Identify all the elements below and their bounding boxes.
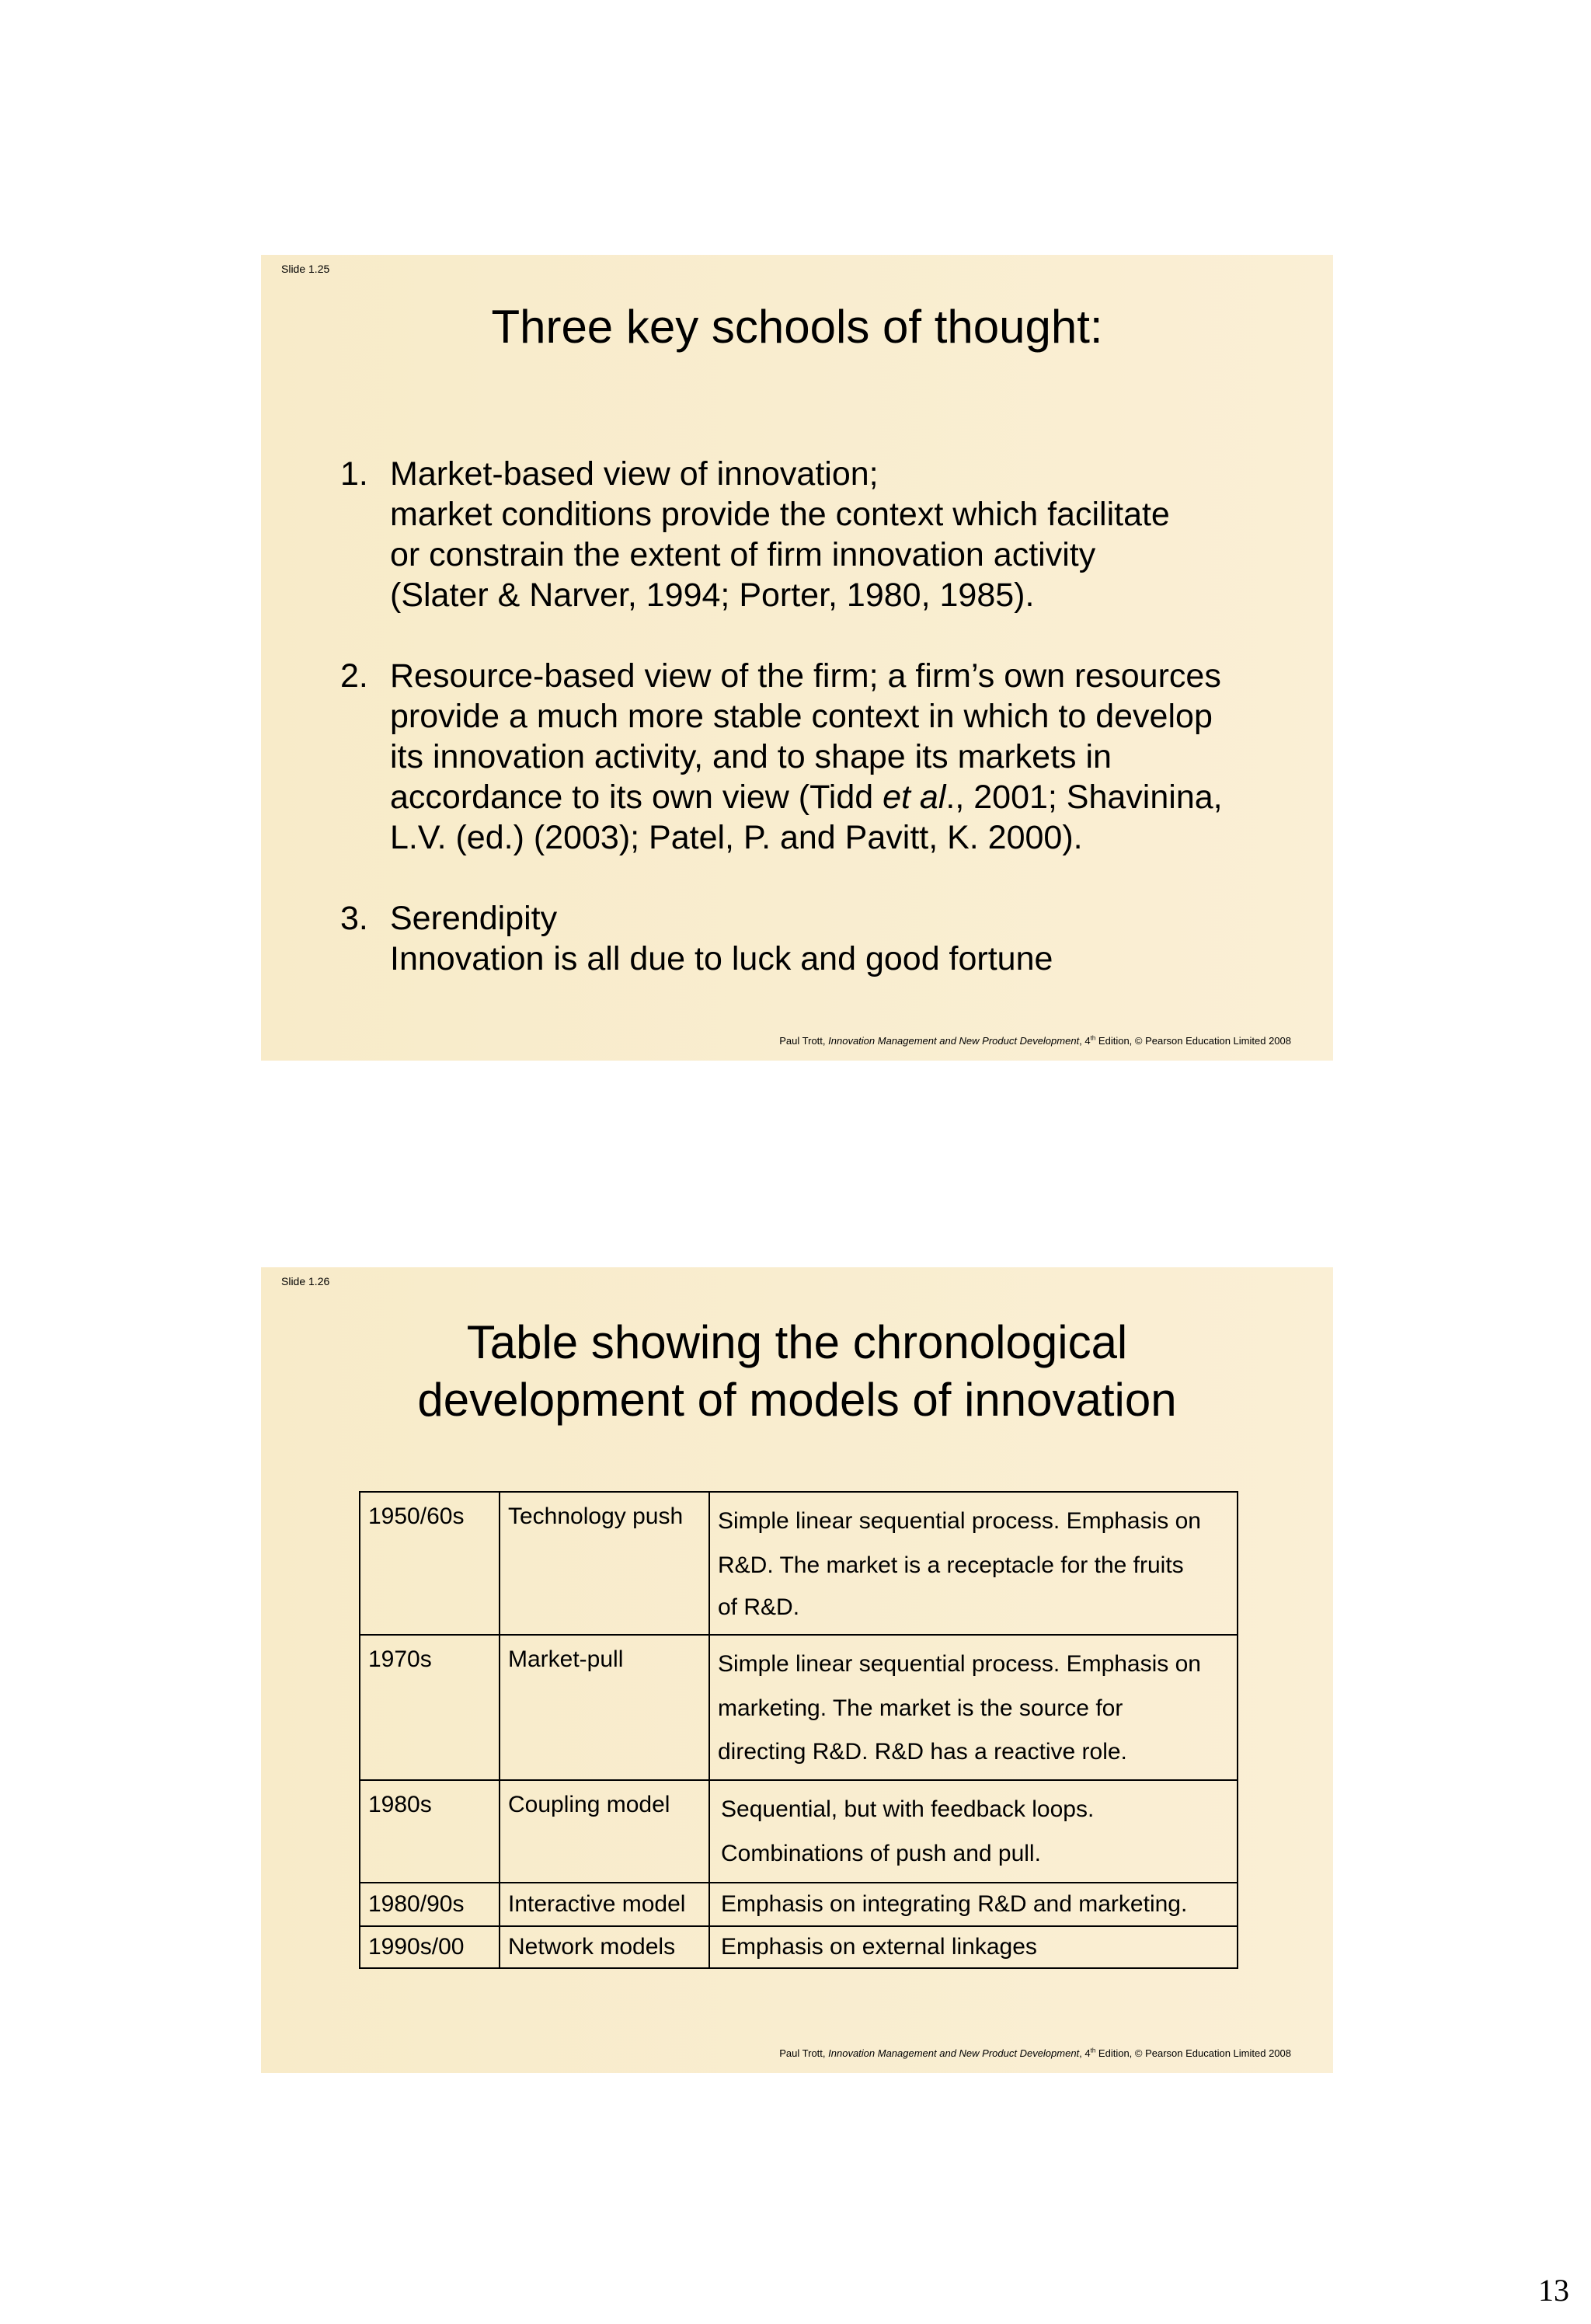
footer-edition-suffix: th: [1090, 2047, 1096, 2054]
footer-copyright: Edition, © Pearson Education Limited 2008: [1095, 1035, 1291, 1047]
description-line: R&D. The market is a receptacle for the fruits: [718, 1552, 1184, 1578]
description-line: Emphasis on external linkages: [721, 1934, 1037, 1960]
description-line: Emphasis on integrating R&D and marketing.: [721, 1891, 1188, 1917]
description-line: Simple linear sequential process. Emphasis on: [718, 1508, 1201, 1534]
list-item-line: Serendipity: [390, 900, 558, 937]
list-item-line: (Slater & Narver, 1994; Porter, 1980, 1985).: [390, 577, 1035, 614]
slide-number: Slide 1.25: [281, 263, 330, 275]
slide-footer: [779, 2047, 1291, 2059]
period-cell: 1990s/00: [360, 1926, 500, 1968]
model-cell: Coupling model: [500, 1780, 709, 1883]
table-row: [360, 1492, 1238, 1635]
list-item-line: market conditions provide the context which facilitate: [390, 496, 1170, 533]
description-line: of R&D.: [718, 1594, 800, 1620]
model-cell: Network models: [500, 1926, 709, 1968]
period-cell: 1950/60s: [360, 1492, 500, 1635]
description-cell: [709, 1635, 1238, 1780]
list-item-line: its innovation activity, and to shape its markets in: [390, 738, 1112, 775]
description-line: directing R&D. R&D has a reactive role.: [718, 1739, 1127, 1765]
list-item-number: 3.: [340, 900, 368, 937]
model-cell: Interactive model: [500, 1883, 709, 1926]
footer-book-title: Innovation Management and New Product Development: [828, 2047, 1080, 2059]
description-cell: [709, 1883, 1238, 1926]
table-row: [360, 1883, 1238, 1926]
innovation-models-table: [359, 1491, 1238, 1969]
text-run: accordance to its own view (Tidd: [390, 779, 883, 816]
footer-edition: , 4: [1079, 2047, 1091, 2059]
model-cell: Market-pull: [500, 1635, 709, 1780]
list-item-line: provide a much more stable context in which to develop: [390, 698, 1213, 735]
schools-list: [340, 454, 1319, 979]
list-item: [340, 898, 1319, 979]
list-item: [340, 656, 1319, 858]
description-line: Combinations of push and pull.: [721, 1841, 1041, 1866]
list-item-number: 1.: [340, 455, 368, 493]
footer-copyright: Edition, © Pearson Education Limited 2008: [1095, 2047, 1291, 2059]
description-cell: [709, 1492, 1238, 1635]
slide-1-25: [261, 255, 1333, 1061]
title-line: development of models of innovation: [417, 1374, 1177, 1426]
period-cell: 1980/90s: [360, 1883, 500, 1926]
slide-title: [261, 1314, 1333, 1429]
list-item-line: Resource-based view of the firm; a firm’s own resources: [390, 657, 1221, 695]
list-item-line: Market-based view of innovation;: [390, 455, 879, 493]
list-item-line: Innovation is all due to luck and good fortune: [390, 940, 1053, 977]
footer-author: Paul Trott,: [779, 2047, 826, 2059]
period-cell: 1970s: [360, 1635, 500, 1780]
model-cell: Technology push: [500, 1492, 709, 1635]
page-number: 13: [1538, 2273, 1569, 2308]
list-item: [340, 454, 1319, 615]
slide-number: Slide 1.26: [281, 1275, 330, 1287]
description-line: Sequential, but with feedback loops.: [721, 1796, 1095, 1822]
list-item-line: [390, 777, 1319, 817]
table-row: [360, 1635, 1238, 1780]
table-row: [360, 1926, 1238, 1968]
description-line: marketing. The market is the source for: [718, 1695, 1123, 1721]
slide-title: Three key schools of thought:: [491, 301, 1103, 353]
table-row: [360, 1780, 1238, 1883]
italic-text-run: et al: [883, 779, 946, 816]
list-item-number: 2.: [340, 657, 368, 695]
list-item-line: or constrain the extent of firm innovation activity: [390, 536, 1096, 573]
text-run: ., 2001; Shavinina,: [945, 779, 1223, 816]
description-cell: [709, 1926, 1238, 1968]
list-item-line: L.V. (ed.) (2003); Patel, P. and Pavitt, K. 2000).: [390, 819, 1083, 856]
slide-footer: [779, 1035, 1291, 1047]
footer-edition-suffix: th: [1090, 1034, 1096, 1042]
slide-1-26: [261, 1267, 1333, 2073]
period-cell: 1980s: [360, 1780, 500, 1883]
description-cell: [709, 1780, 1238, 1883]
description-line: Simple linear sequential process. Emphasis on: [718, 1651, 1201, 1677]
footer-author: Paul Trott,: [779, 1035, 826, 1047]
title-line: Table showing the chronological: [466, 1316, 1128, 1368]
footer-book-title: Innovation Management and New Product Development: [828, 1035, 1080, 1047]
footer-edition: , 4: [1079, 1035, 1091, 1047]
